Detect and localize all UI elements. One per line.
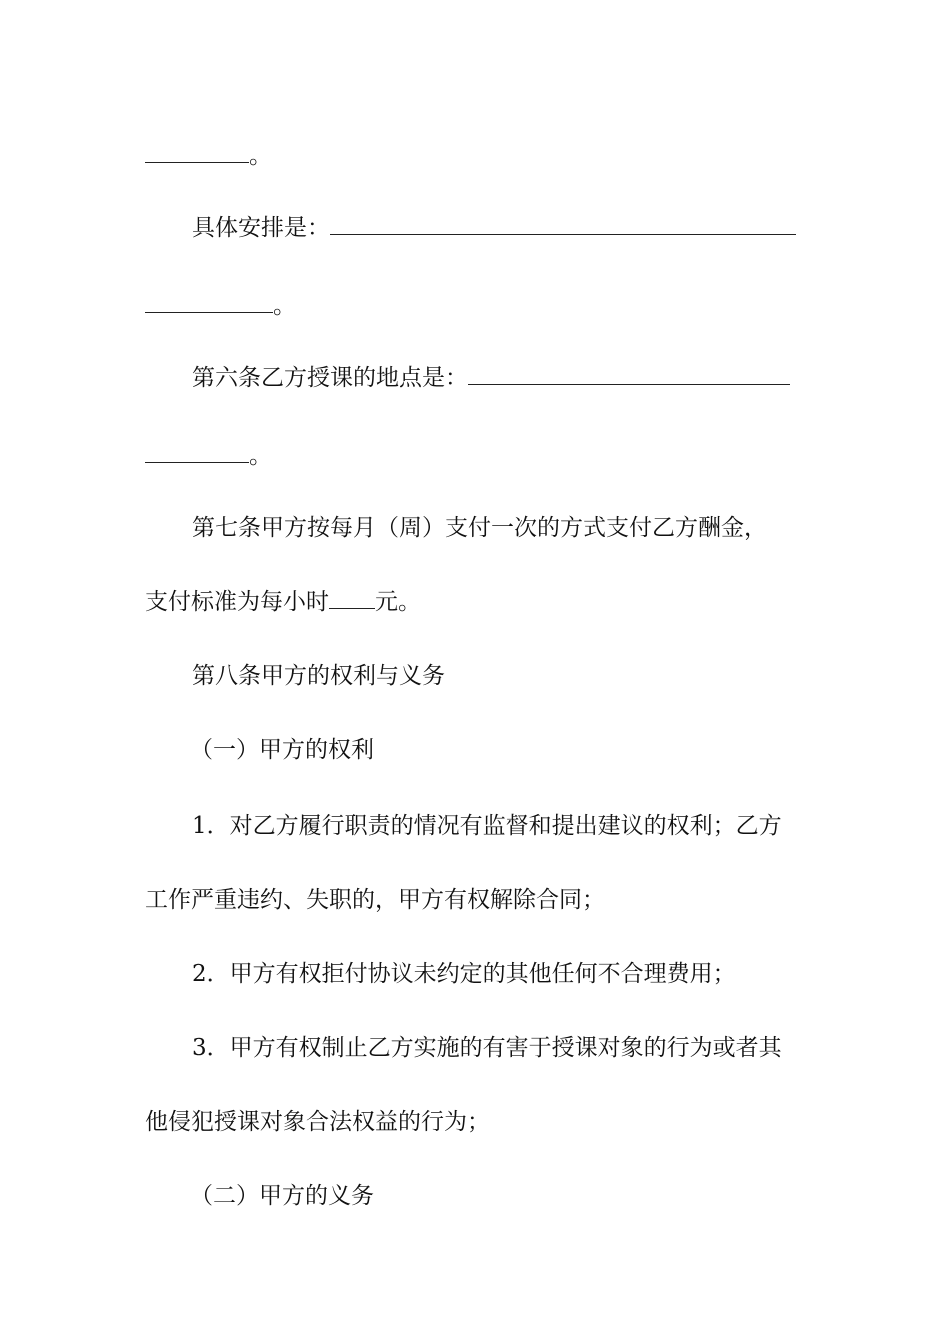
text-line: [145, 286, 950, 326]
fill-in-blank: [145, 286, 273, 313]
section-heading: [192, 656, 950, 696]
line-text: （二）甲方的义务: [190, 1183, 374, 1209]
text-line: [192, 806, 950, 846]
line-text: 。: [249, 443, 272, 469]
line-text: 第八条甲方的权利与义务: [192, 663, 445, 689]
subsection-heading: [190, 1176, 950, 1216]
text-line: [145, 1102, 950, 1142]
text-line: [145, 582, 950, 622]
line-text: 他侵犯授课对象合法权益的行为；: [145, 1109, 490, 1135]
line-text: 。: [249, 143, 272, 169]
line-text: 元。: [375, 589, 421, 615]
line-text: 工作严重违约、失职的，甲方有权解除合同；: [145, 887, 605, 913]
fill-in-blank: [145, 436, 249, 463]
line-text: 2．甲方有权拒付协议未约定的其他任何不合理费用；: [192, 961, 736, 987]
text-line: [192, 508, 950, 548]
fill-in-blank: [145, 136, 249, 163]
line-text: 。: [273, 293, 296, 319]
text-line: [145, 136, 950, 176]
fill-in-blank: [329, 582, 375, 609]
line-text: 具体安排是：: [192, 215, 330, 241]
text-line: [192, 208, 950, 248]
text-line: [192, 954, 950, 994]
fill-in-blank: [330, 208, 796, 235]
text-line: [145, 436, 950, 476]
line-text: 支付标准为每小时: [145, 589, 329, 615]
line-text: （一）甲方的权利: [190, 737, 374, 763]
line-text: 第六条乙方授课的地点是：: [192, 365, 468, 391]
subsection-heading: [190, 730, 950, 770]
fill-in-blank: [468, 358, 790, 385]
line-text: 3．甲方有权制止乙方实施的有害于授课对象的行为或者其: [192, 1035, 782, 1061]
line-text: 第七条甲方按每月（周）支付一次的方式支付乙方酬金，: [192, 515, 767, 541]
text-line: [145, 880, 950, 920]
text-line: [192, 358, 950, 398]
text-line: [192, 1028, 950, 1068]
line-text: 1．对乙方履行职责的情况有监督和提出建议的权利；乙方: [192, 813, 782, 839]
